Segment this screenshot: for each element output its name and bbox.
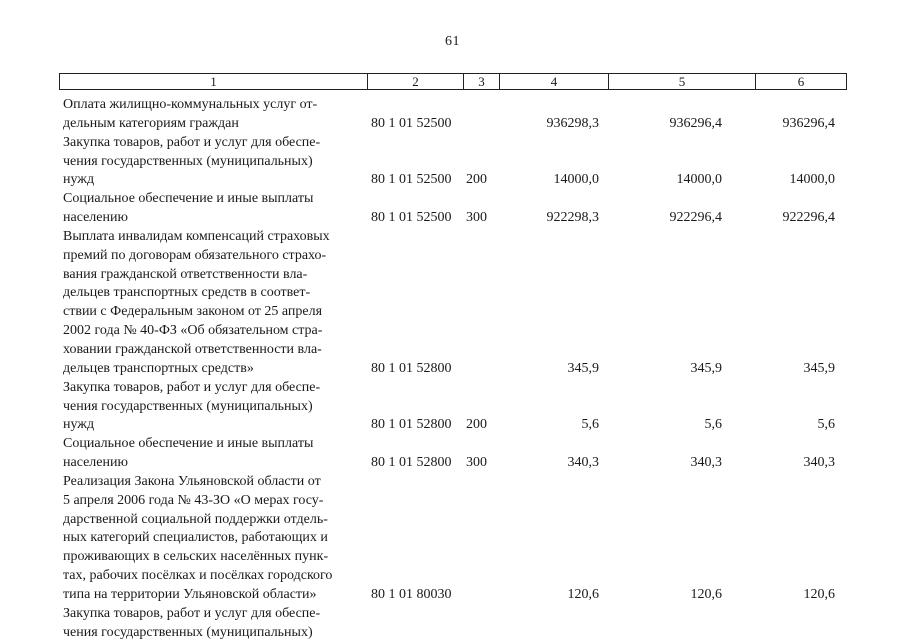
table-header xyxy=(59,73,847,90)
row-description: Социальное обеспечение и иные выплаты населению xyxy=(63,191,314,226)
row-value-col5: 14000,0 xyxy=(676,172,722,188)
row-description: Социальное обеспечение и иные выплаты населению xyxy=(63,436,314,471)
row-value-col4: 340,3 xyxy=(567,455,599,471)
row-value-col4: 14000,0 xyxy=(553,172,599,188)
header-col-2: 2 xyxy=(367,74,463,89)
table-row xyxy=(0,605,905,642)
row-expense-type: 300 xyxy=(466,210,487,226)
page-number: 61 xyxy=(445,34,460,49)
row-code: 80 1 01 52800 xyxy=(371,360,452,376)
row-value-col6: 120,6 xyxy=(803,586,835,602)
row-description: Реализация Закона Ульяновской области от 5 апреля 2006 года № 43-ЗО «О мерах госу- дарственной социальной поддержки отдель- ных категорий специалистов, работающих и проживающих в сельских населённых пунк- тах, рабочих посёлках и посёлках городского типа на территории Ульяновской области» xyxy=(63,473,333,602)
row-description: Закупка товаров, работ и услуг для обеспе- чения государственных (муниципальных) нужд xyxy=(63,134,321,188)
row-description: Закупка товаров, работ и услуг для обеспе- чения государственных (муниципальных) xyxy=(63,605,321,640)
row-value-col6: 922296,4 xyxy=(782,210,835,226)
row-code: 80 1 01 52500 xyxy=(371,172,452,188)
row-value-col6: 14000,0 xyxy=(789,172,835,188)
row-value-col6: 5,6 xyxy=(817,417,835,433)
row-value-col5: 120,6 xyxy=(690,586,722,602)
row-code: 80 1 01 52500 xyxy=(371,210,452,226)
row-code: 80 1 01 52800 xyxy=(371,455,452,471)
row-value-col5: 922296,4 xyxy=(669,210,722,226)
row-expense-type: 200 xyxy=(466,417,487,433)
table-body xyxy=(0,96,905,642)
table-row xyxy=(0,228,905,379)
row-value-col5: 340,3 xyxy=(690,455,722,471)
row-value-col4: 922298,3 xyxy=(546,210,599,226)
table-row xyxy=(0,190,905,228)
row-value-col5: 345,9 xyxy=(690,360,722,376)
row-value-col6: 340,3 xyxy=(803,455,835,471)
row-value-col5: 936296,4 xyxy=(669,115,722,131)
row-value-col6: 936296,4 xyxy=(782,115,835,131)
header-col-4: 4 xyxy=(499,74,608,89)
table-row xyxy=(0,473,905,605)
table-row xyxy=(0,134,905,191)
row-code: 80 1 01 52800 xyxy=(371,417,452,433)
header-col-6: 6 xyxy=(755,74,846,89)
row-value-col4: 120,6 xyxy=(567,586,599,602)
row-code: 80 1 01 52500 xyxy=(371,115,452,131)
table-row xyxy=(0,435,905,473)
table-row xyxy=(0,379,905,436)
table-row xyxy=(0,96,905,134)
row-value-col4: 936298,3 xyxy=(546,115,599,131)
row-description: Закупка товаров, работ и услуг для обеспе- чения государственных (муниципальных) нужд xyxy=(63,379,321,433)
header-col-5: 5 xyxy=(608,74,755,89)
row-value-col4: 345,9 xyxy=(567,360,599,376)
row-code: 80 1 01 80030 xyxy=(371,586,452,602)
row-value-col4: 5,6 xyxy=(581,417,599,433)
header-col-3: 3 xyxy=(463,74,499,89)
row-description: Оплата жилищно-коммунальных услуг от- дельным категориям граждан xyxy=(63,97,318,131)
row-value-col6: 345,9 xyxy=(803,360,835,376)
row-description: Выплата инвалидам компенсаций страховых премий по договорам обязательного страхо- вания гражданской ответственности вла- дельцев транспортных средств в соответ- ствии с Федеральным законом от 25 апреля 2002 года № 40-ФЗ «Об обязательном стра- ховании гражданской ответственности вла- дельцев транспортных средств» xyxy=(63,228,330,376)
header-col-1: 1 xyxy=(210,74,217,89)
row-value-col5: 5,6 xyxy=(704,417,722,433)
row-expense-type: 200 xyxy=(466,172,487,188)
row-expense-type: 300 xyxy=(466,455,487,471)
